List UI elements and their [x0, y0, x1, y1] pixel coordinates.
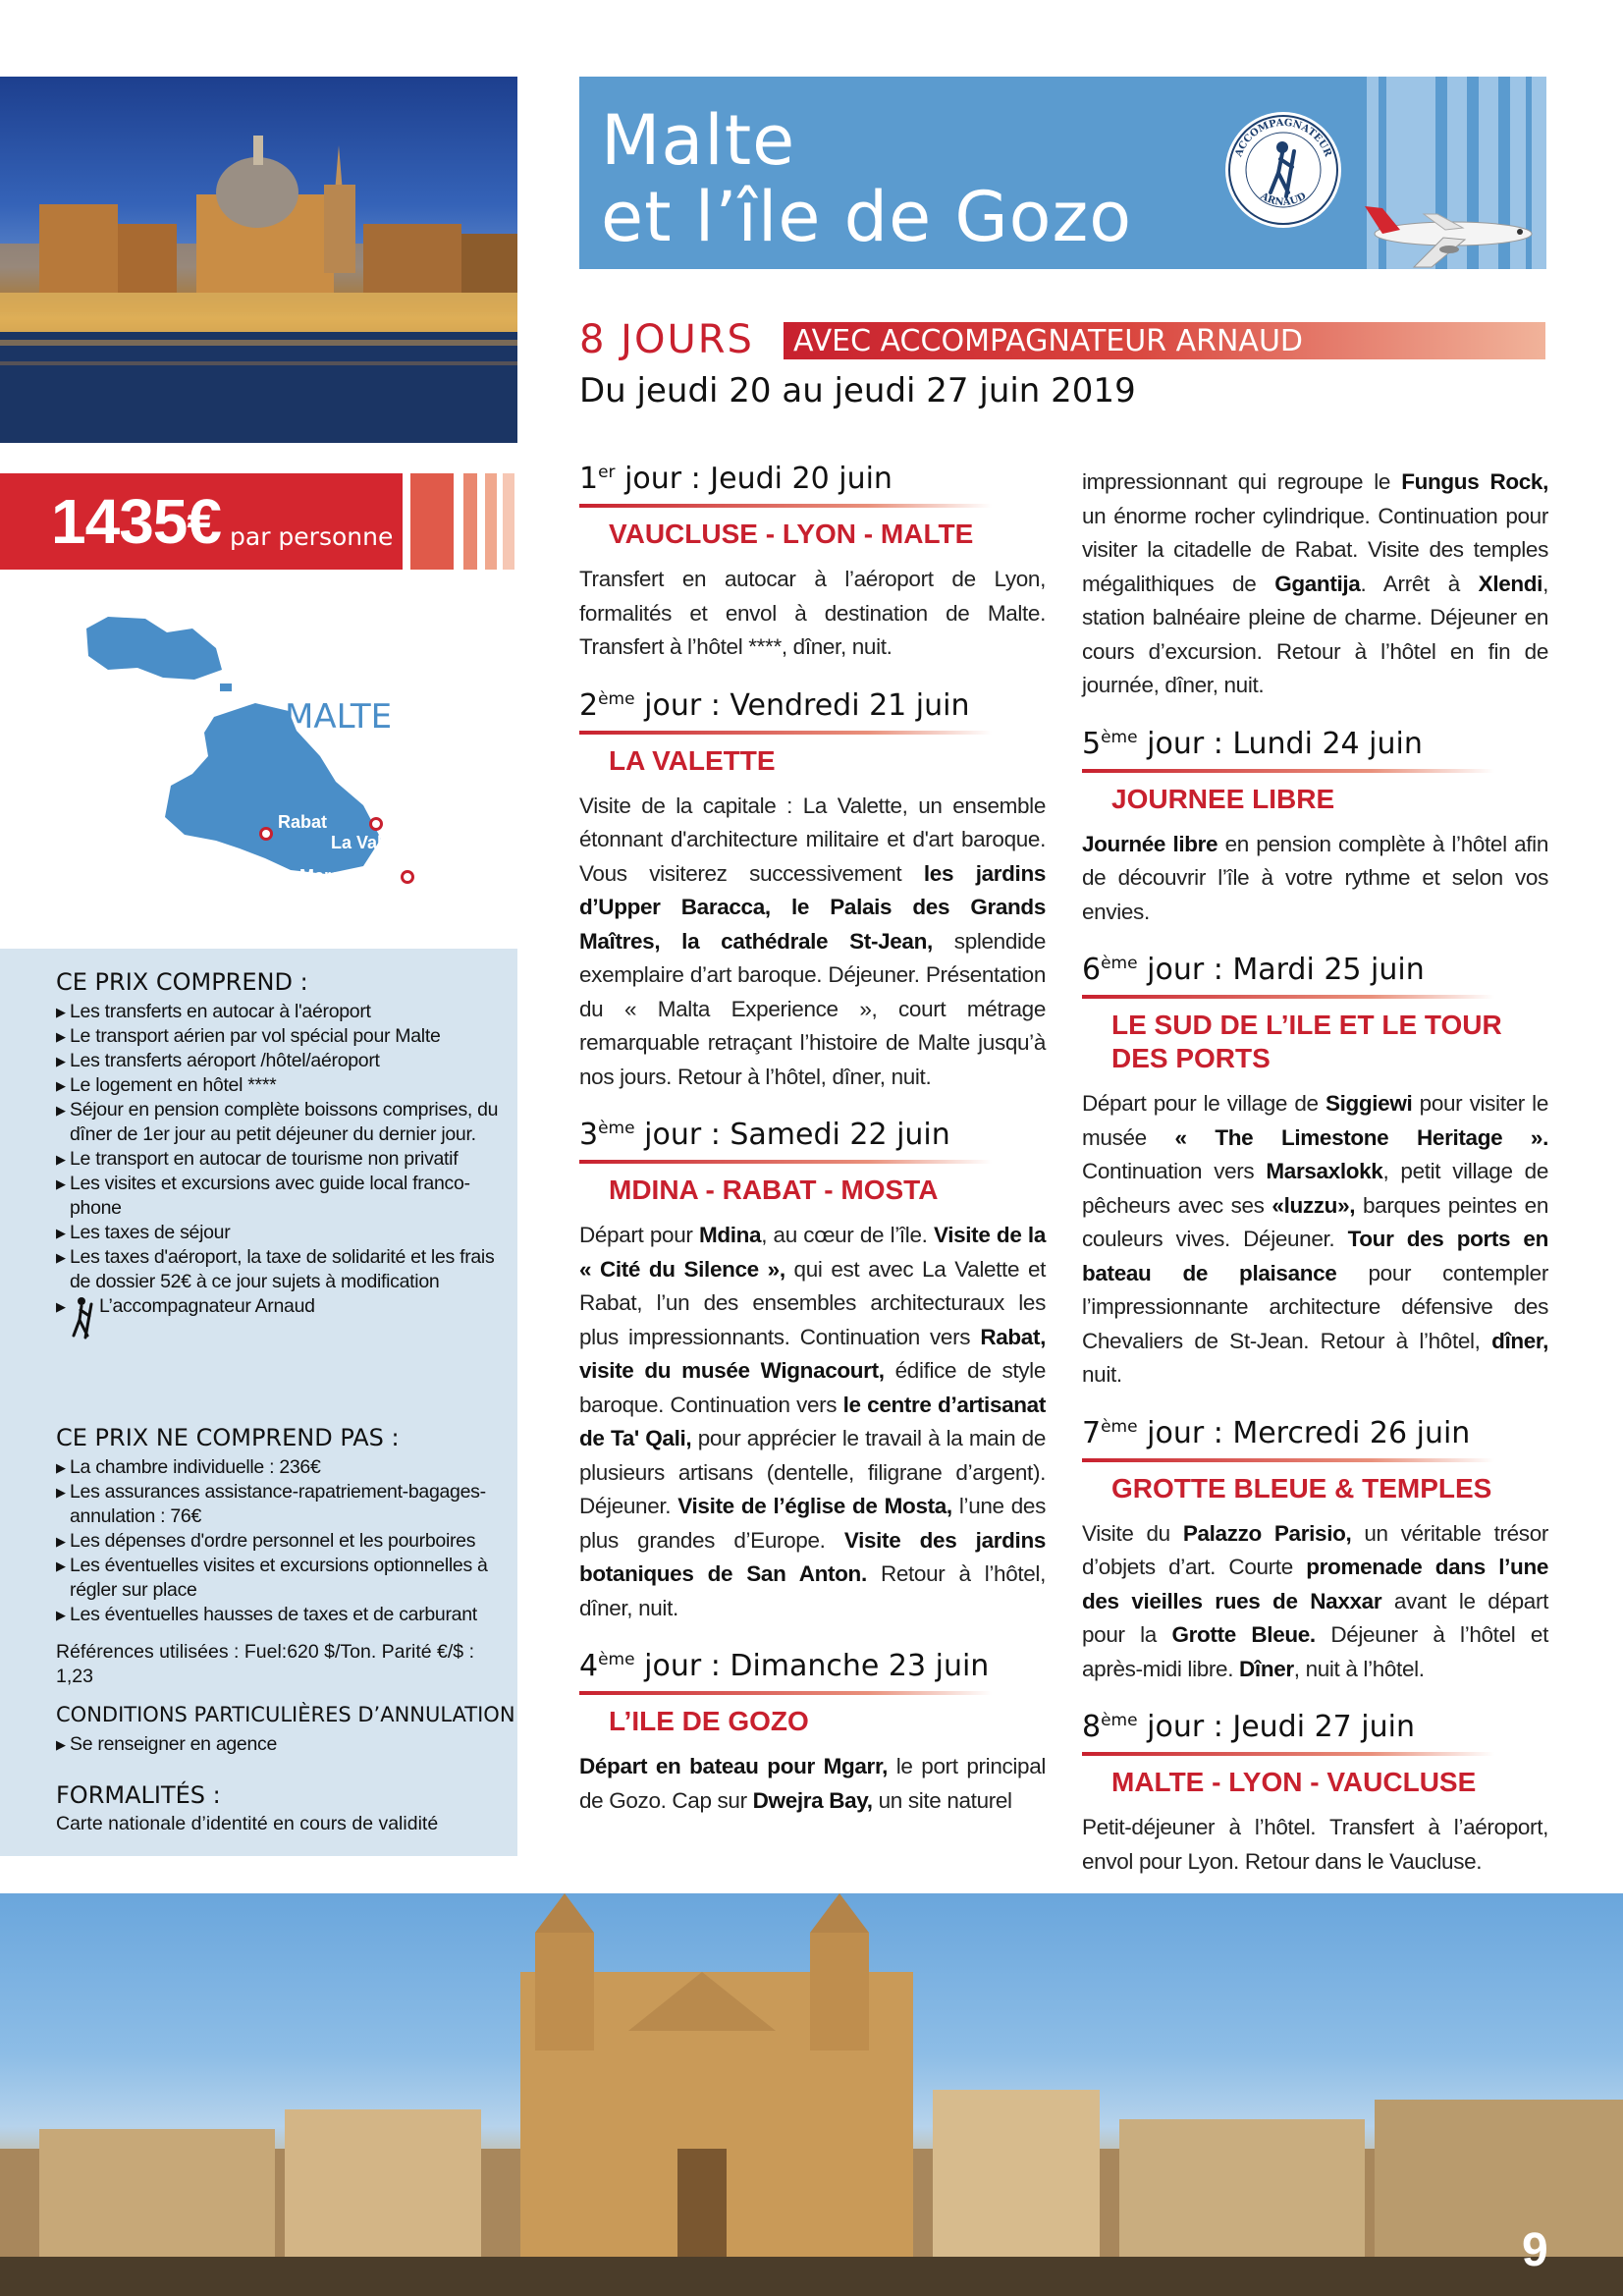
list-item: ▶ Séjour en pension complète boissons comprises, du dîner de 1er jour au petit déjeuner du dernier jour.	[56, 1099, 499, 1145]
cancellation-heading: CONDITIONS PARTICULIÈRES D’ANNULATION	[56, 1703, 515, 1726]
formalities-text: Carte nationale d’identité en cours de validité	[56, 1813, 439, 1834]
accompaniment-label: AVEC ACCOMPAGNATEUR ARNAUD	[793, 324, 1304, 358]
list-item: ▶ Les assurances assistance-rapatriement-bagages-annulation : 76€	[56, 1481, 486, 1527]
list-item: ▶ Les visites et excursions avec guide local franco-phone	[56, 1173, 470, 1219]
accompagnateur-stamp-icon	[1225, 112, 1341, 228]
day-divider	[579, 1160, 992, 1164]
stamp-top-text: ACCOMPAGNATEUR	[1233, 117, 1333, 159]
day-divider	[1082, 995, 1494, 999]
price-amount: 1435€	[51, 486, 221, 557]
day-5-text: Journée libre en pension complète à l’hôtel afin de découvrir l’île à votre rythme et selon vos envies.	[1082, 831, 1548, 924]
list-item: ▶ Les transferts en autocar à l'aéroport	[56, 1001, 371, 1022]
day-1-text: Transfert en autocar à l’aéroport de Lyon, formalités et envol à destination de Malte. Transfert à l’hôtel ****, dîner, nuit.	[579, 567, 1046, 659]
day-5-title: JOURNEE LIBRE	[1111, 783, 1335, 814]
trip-dates: Du jeudi 20 au jeudi 27 juin 2019	[579, 371, 1136, 410]
day-divider	[579, 504, 992, 508]
hiker-icon	[70, 1296, 95, 1339]
fuel-reference-note: Références utilisées : Fuel:620 $/Ton. Parité €/$ : 1,23	[56, 1641, 474, 1687]
price-box	[0, 473, 517, 570]
day-1-heading: 1er jour : Jeudi 20 juin	[579, 462, 893, 496]
includes-heading: CE PRIX COMPREND :	[56, 968, 308, 996]
page-number: 9	[1522, 2224, 1548, 2276]
rabat-pin-icon	[259, 827, 273, 841]
day-7-heading: 7ème jour : Mercredi 26 juin	[1082, 1415, 1471, 1450]
day-8-text: Petit-déjeuner à l’hôtel. Transfert à l’aéroport, envol pour Lyon. Retour dans le Vaucluse.	[1082, 1815, 1548, 1874]
day-6-heading: 6ème jour : Mardi 25 juin	[1082, 953, 1425, 987]
list-item: ▶ Le transport aérien par vol spécial pour Malte	[56, 1025, 441, 1047]
day-4-text-continued: impressionnant qui regroupe le Fungus Rock, un énorme rocher cylindrique. Continuation pour visiter la citadelle de Rabat. Visite des temples mégalithiques de Ggantija. Arrêt à Xlendi, station balnéaire pleine de charme. Déjeuner en cours d’excursion. Retour à l’hôtel en fin de journée, dîner, nuit.	[1082, 469, 1548, 697]
formalities-heading: FORMALITÉS :	[56, 1781, 221, 1809]
day-4-title: L’ILE DE GOZO	[609, 1706, 809, 1736]
valletta-photo	[0, 77, 517, 443]
day-5-heading: 5ème jour : Lundi 24 juin	[1082, 726, 1423, 761]
day-divider	[1082, 769, 1494, 773]
day-2-title: LA VALETTE	[609, 744, 776, 776]
list-item: ▶ Le transport en autocar de tourisme non privatif	[56, 1148, 459, 1170]
town-la-valette: La Valette	[331, 833, 414, 852]
day-3-text: Départ pour Mdina, au cœur de l’île. Visite de la « Cité du Silence », qui est avec La Valette et Rabat, l’un des ensembles architecturaux les plus impressionnants. Continuation vers Rabat, visite du musée Wignacourt, édifice de style baroque. Continuation vers le centre d’artisanat de Ta' Qali, pour apprécier le travail à la main de plusieurs artisans (dentelle, filigrane d’argent). Déjeuner. Visite de l’église de Mosta, l’une des plus grandes d’Europe. Visite des jardins botaniques de San Anton. Retour à l’hôtel, dîner, nuit.	[579, 1223, 1047, 1620]
list-item: ▶ Les éventuelles hausses de taxes et de carburant	[56, 1604, 477, 1625]
day-divider	[579, 731, 992, 735]
day-divider	[1082, 1752, 1494, 1756]
info-panel	[0, 949, 517, 1856]
day-4-heading: 4ème jour : Dimanche 23 juin	[579, 1649, 990, 1683]
title-line-2: et l’île de Gozo	[601, 177, 1133, 257]
town-marsaxlokk: Marsaxlokk	[299, 866, 397, 886]
marsaxlokk-pin-icon	[401, 870, 414, 884]
list-item: ▶ L’accompagnateur Arnaud	[56, 1294, 517, 1319]
day-2-text: Visite de la capitale : La Valette, un ensemble étonnant d'architecture militaire et d'art baroque. Vous visiterez successivement les jardins d’Upper Baracca, le Palais des Grands Maîtres, la cathédrale St-Jean, splendide exemplaire d’art baroque. Déjeuner. Présentation du « Malta Experience », court métrage remarquable retraçant l’histoire de Malte jusqu’à nos jours. Retour à l’hôtel, dîner, nuit.	[579, 793, 1047, 1089]
airplane-icon	[1355, 194, 1551, 273]
town-rabat: Rabat	[278, 812, 328, 832]
day-6-title: LE SUD DE L’ILE ET LE TOUR DES PORTS	[1111, 1010, 1502, 1073]
day-8-title: MALTE - LYON - VAUCLUSE	[1111, 1767, 1477, 1797]
day-3-heading: 3ème jour : Samedi 22 juin	[579, 1118, 950, 1152]
day-4-text: Départ en bateau pour Mgarr, le port principal de Gozo. Cap sur Dwejra Bay, un site naturel	[579, 1754, 1047, 1813]
list-item: ▶ Se renseigner en agence	[56, 1733, 278, 1755]
day-1-title: VAUCLUSE - LYON - MALTE	[609, 519, 974, 549]
day-divider	[579, 1691, 992, 1695]
list-item: ▶ Les taxes de séjour	[56, 1222, 231, 1243]
stamp-bottom-text: ARNAUD	[1258, 191, 1309, 209]
day-8-heading: 8ème jour : Jeudi 27 juin	[1082, 1710, 1415, 1744]
day-3-title: MDINA - RABAT - MOSTA	[609, 1175, 939, 1205]
list-item: ▶ Les dépenses d'ordre personnel et les pourboires	[56, 1530, 476, 1552]
map-country-label: MALTE	[285, 697, 393, 737]
cancellation-list	[56, 1732, 517, 1757]
includes-list	[56, 1000, 517, 1319]
day-7-title: GROTTE BLEUE & TEMPLES	[1111, 1472, 1492, 1503]
day-divider	[1082, 1458, 1494, 1462]
marsaxlokk-church-photo	[0, 1893, 1623, 2296]
list-item: ▶ Les taxes d'aéroport, la taxe de solidarité et les frais de dossier 52€ à ce jour sujets à modification	[56, 1246, 495, 1292]
list-item: ▶ Le logement en hôtel ****	[56, 1074, 277, 1096]
excludes-list	[56, 1455, 517, 1627]
svg-text:ARNAUD	[1258, 191, 1309, 208]
list-item: ▶ La chambre individuelle : 236€	[56, 1456, 321, 1478]
day-7-text: Visite du Palazzo Parisio, un véritable trésor d’objets d’art. Courte promenade dans l’une des vieilles rues de Naxxar avant le départ pour la Grotte Bleue. Déjeuner à l’hôtel et après-midi libre. Dîner, nuit à l’hôtel.	[1082, 1520, 1548, 1681]
title-line-1: Malte	[601, 100, 796, 181]
list-item: ▶ Les transferts aéroport /hôtel/aéroport	[56, 1050, 380, 1071]
valletta-pin-icon	[369, 817, 383, 831]
itinerary-column-1	[579, 462, 1046, 1818]
list-item: ▶ Les éventuelles visites et excursions optionnelles à régler sur place	[56, 1555, 488, 1601]
price-per-person: par personne	[230, 522, 394, 551]
trip-duration: 8 JOURS	[579, 317, 754, 362]
itinerary-column-2	[1082, 465, 1548, 1902]
title-banner	[579, 77, 1546, 269]
day-6-text: Départ pour le village de Siggiewi pour visiter le musée « The Limestone Heritage ». Continuation vers Marsaxlokk, petit village de pêcheurs avec ses «luzzu», barques peintes en couleurs vives. Déjeuner. Tour des ports en bateau de plaisance pour contempler l’impressionnante architecture défensive des Chevaliers de St-Jean. Retour à l’hôtel, dîner, nuit.	[1082, 1091, 1549, 1387]
day-2-heading: 2ème jour : Vendredi 21 juin	[579, 687, 970, 723]
excludes-heading: CE PRIX NE COMPREND PAS :	[56, 1424, 400, 1451]
